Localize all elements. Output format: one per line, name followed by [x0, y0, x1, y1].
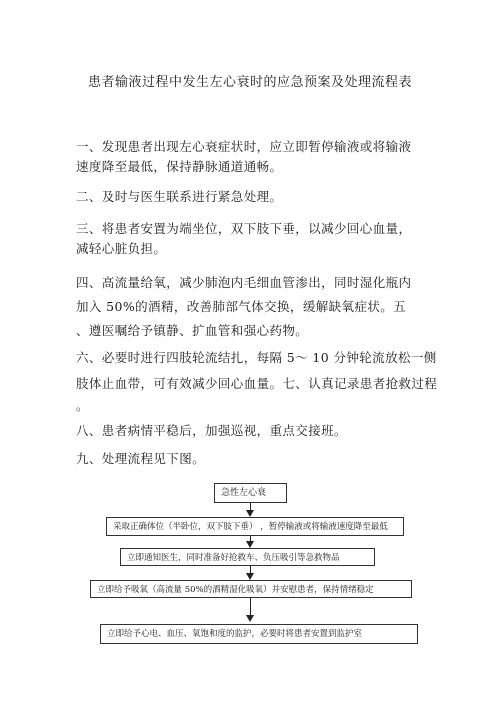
- paragraph-3: [76, 219, 416, 259]
- paragraph-4: [76, 273, 416, 341]
- flow-arrow-icon: [246, 615, 254, 622]
- paragraph-line: 二、及时与医生联系进行紧急处理。: [76, 189, 283, 204]
- flow-arrow-icon: [246, 573, 254, 580]
- flow-step-start: 急性左心衰: [214, 483, 287, 503]
- paragraph-line: 、遵医嘱给予镇静、扩血管和强心药物。: [76, 323, 309, 338]
- paragraph-line: 减轻心脏负担。: [76, 241, 167, 256]
- paragraph-line: 九、处理流程见下图。: [76, 451, 206, 466]
- paragraph-6: [76, 348, 438, 416]
- paragraph-line: 速度降至最低，保持静脉通道通畅。: [76, 159, 283, 174]
- paragraph-line: 四、高流量给氧，减少肺泡内毛细血管渗出，同时湿化瓶内: [76, 275, 412, 290]
- flow-step-position: 采取正确体位（半卧位，双下肢下垂） ，暂停输液或将输液速度降至最低: [106, 517, 404, 536]
- paragraph-2: [76, 187, 416, 207]
- paragraph-1: [76, 137, 416, 177]
- paragraph-line: 六、必要时进行四肢轮流结扎，每隔 5～ 10 分钟轮流放松一侧: [76, 350, 437, 365]
- flow-connector: [250, 598, 251, 616]
- flow-arrow-icon: [246, 510, 254, 517]
- paragraph-line: 三、将患者安置为端坐位，双下肢下垂，以减少回心血量，: [76, 221, 412, 236]
- flow-step-monitoring: 立即给予心电、血压、氧饱和度的监护，必要时将患者安置到监护室: [100, 624, 418, 644]
- paragraph-line: 。: [76, 398, 89, 413]
- paragraph-line: 一、发现患者出现左心衰症状时，应立即暂停输液或将输液: [76, 139, 412, 154]
- paragraph-line: 加入 50%的酒精，改善肺部气体交换，缓解缺氧症状。五: [76, 299, 407, 314]
- flow-step-oxygen: 立即给予吸氧（高流量 50%的酒精湿化吸氧）并安慰患者，保持情绪稳定: [90, 580, 412, 598]
- document-title: 患者输液过程中发生左心衰时的应急预案及处理流程表: [88, 75, 413, 90]
- paragraph-line: 八、患者病情平稳后，加强巡视，重点交接班。: [76, 423, 347, 438]
- flow-step-notify-doctor: 立即通知医生，同时准备好抢救车、负压吸引等急救物品: [120, 548, 375, 566]
- paragraph-line: 肢体止血带，可有效减少回心血量。七、认真记录患者抢救过程: [76, 376, 438, 391]
- paragraph-8: [76, 421, 416, 441]
- flow-arrow-icon: [246, 541, 254, 548]
- paragraph-9: [76, 449, 416, 469]
